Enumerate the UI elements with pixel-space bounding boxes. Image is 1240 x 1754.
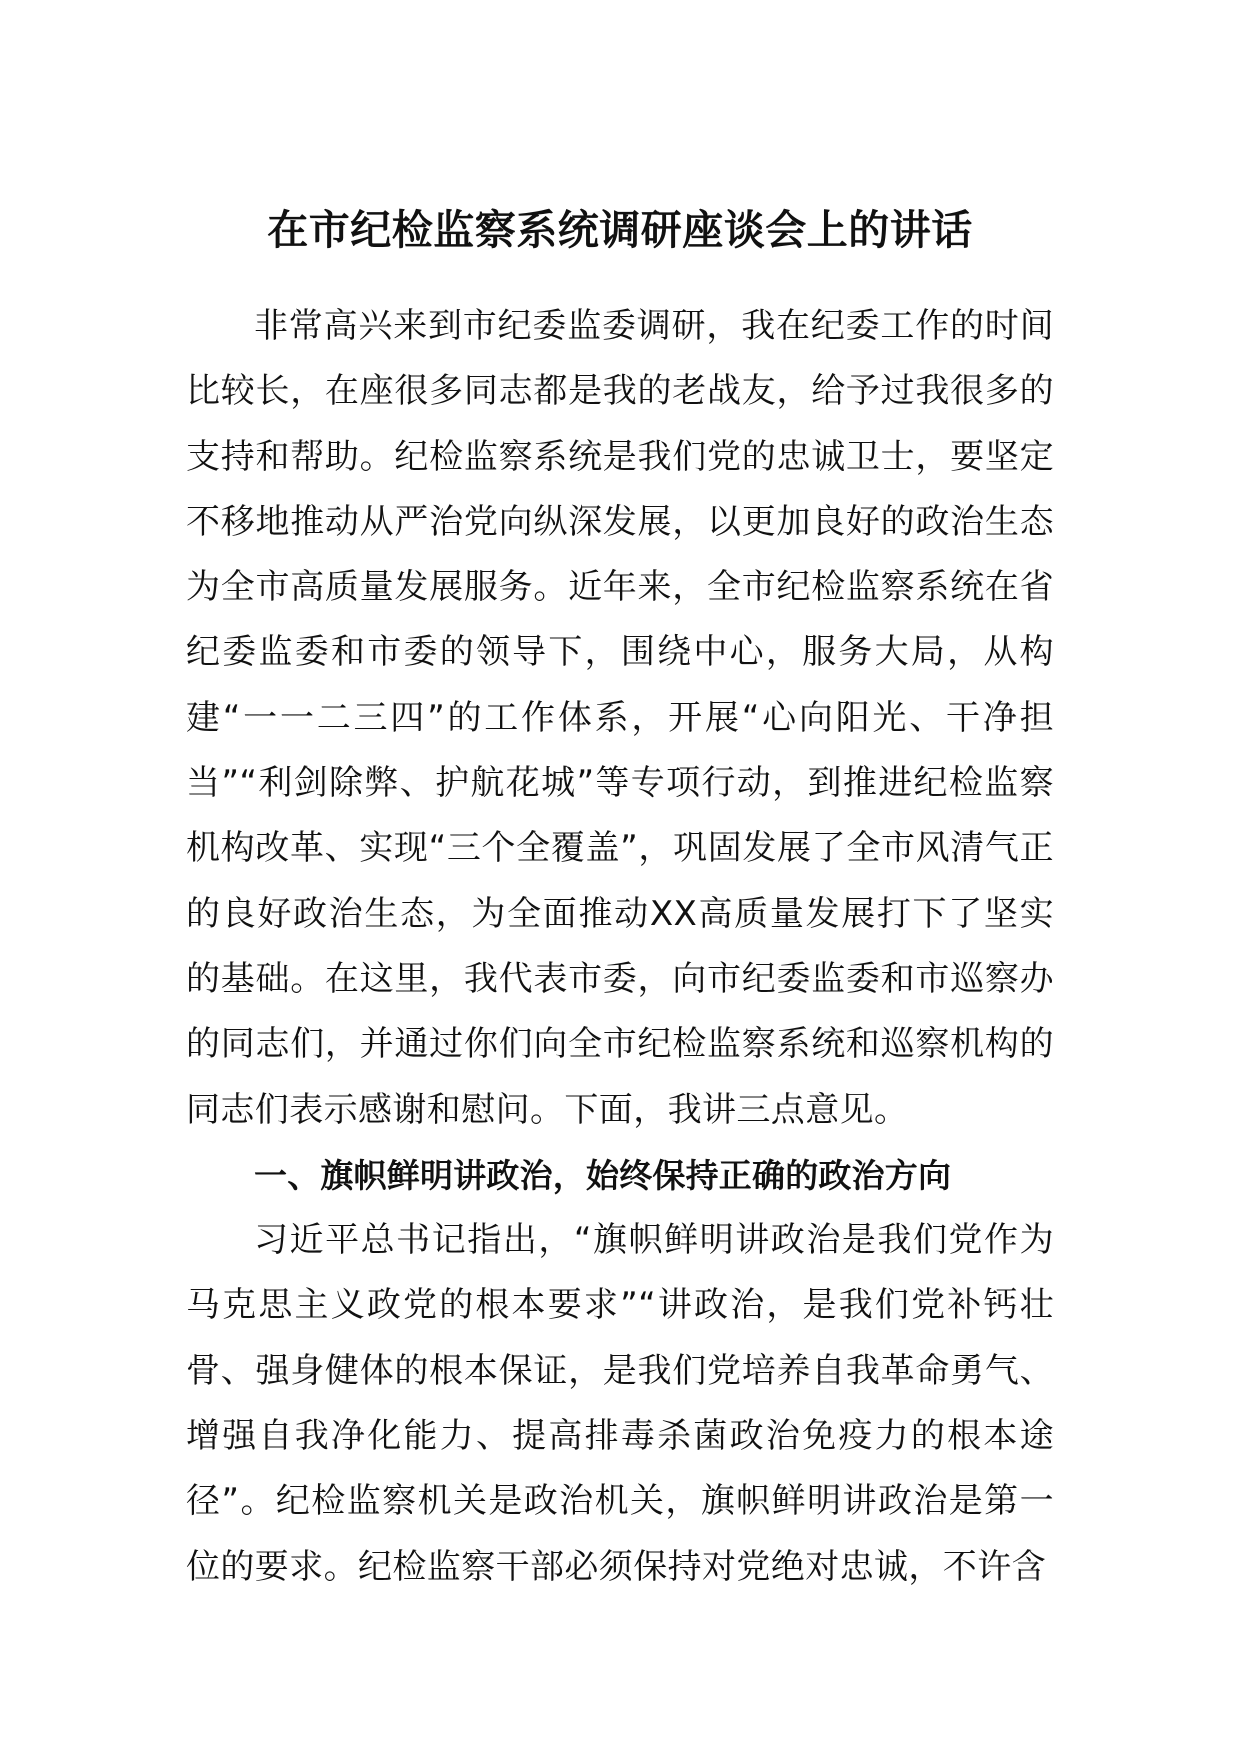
intro-paragraph: 非常高兴来到市纪委监委调研，我在纪委工作的时间比较长，在座很多同志都是我的老战友，给予过我很多的支持和帮助。纪检监察系统是我们党的忠诚卫士，要坚定不移地推动从严治党向纵深发展，以更加良好的政治生态为全市高质量发展服务。近年来，全市纪检监察系统在省纪委监委和市委的领导下，围绕中心，服务大局，从构建“一一二三四”的工作体系，开展“心向阳光、干净担当”“利剑除弊、护航花城”等专项行动，到推进纪检监察机构改革、实现“三个全覆盖”，巩固发展了全市风清气正的良好政治生态，为全面推动XX高质量发展打下了坚实的基础。在这里，我代表市委，向市纪委监委和市巡察办的同志们，并通过你们向全市纪检监察系统和巡察机构的同志们表示感谢和慰问。下面，我讲三点意见。 (186, 306, 1054, 1130)
section-paragraph: 习近平总书记指出，“旗帜鲜明讲政治是我们党作为马克思主义政党的根本要求”“讲政治，是我们党补钙壮骨、强身健体的根本保证，是我们党培养自我革命勇气、增强自我净化能力、提高排毒杀菌政治免疫力的根本途径”。纪检监察机关是政治机关，旗帜鲜明讲政治是第一位的要求。纪检监察干部必须保持对党绝对忠诚，不许含 (186, 1220, 1054, 1587)
document-body (186, 294, 1054, 1600)
document-title: 在市纪检监察系统调研座谈会上的讲话 (267, 206, 973, 254)
section-heading: 一、旗帜鲜明讲政治，始终保持正确的政治方向 (254, 1155, 952, 1195)
